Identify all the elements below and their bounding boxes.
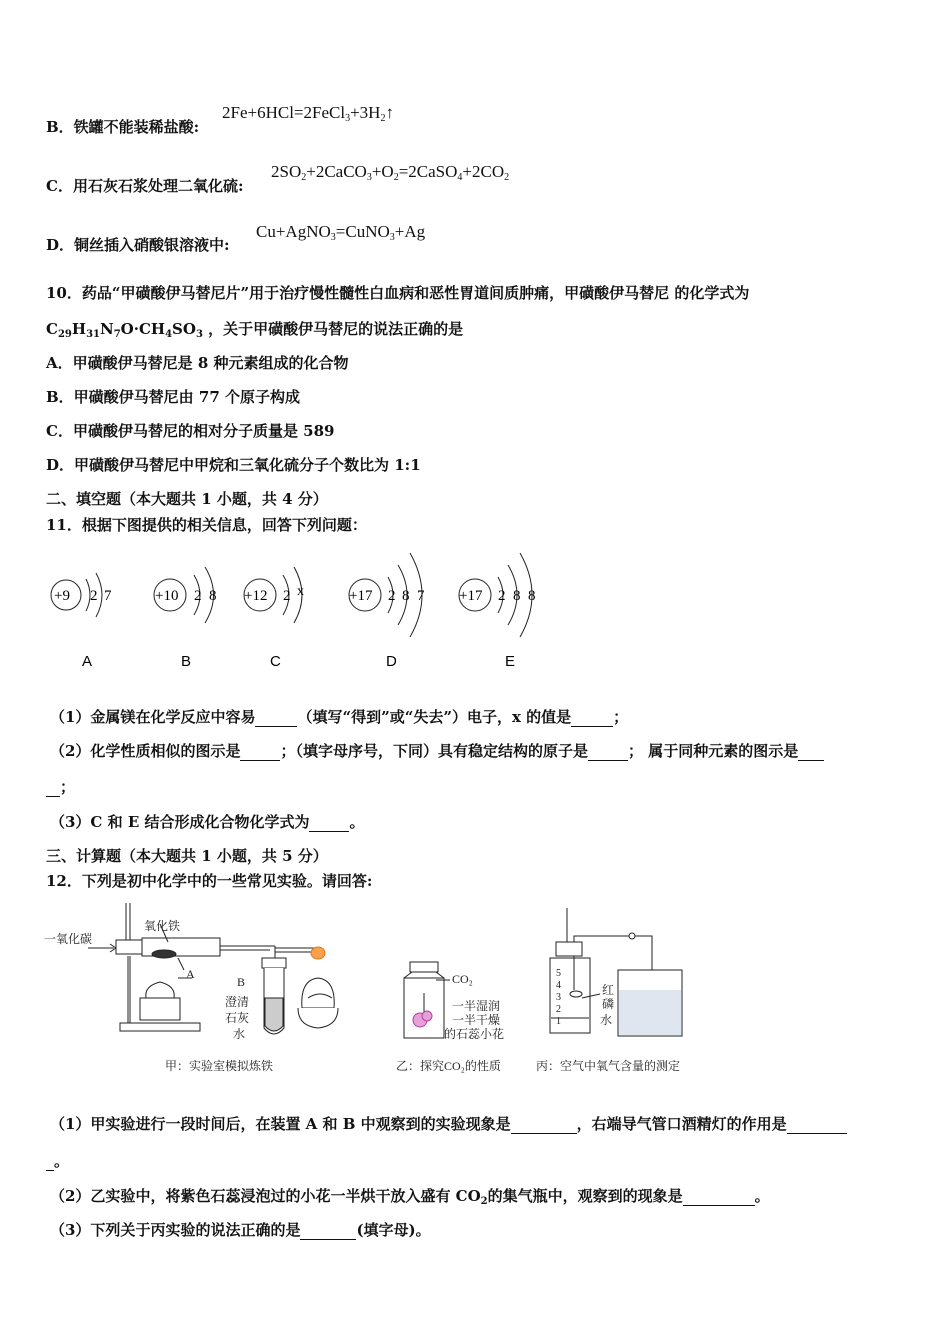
svg-text:8: 8 [513,588,521,604]
svg-text:2: 2 [90,588,98,604]
atom-d [349,553,425,670]
svg-text:水: 水 [600,1013,613,1027]
svg-text:+12: +12 [244,588,268,604]
svg-text:8: 8 [402,588,410,604]
svg-text:澄清: 澄清 [225,995,250,1009]
experiment-figures [40,898,720,1078]
svg-text:B: B [181,653,192,670]
answer-blank[interactable] [309,813,349,832]
q12-part3: （3）下列关于丙实验的说法正确的是 (填字母)。 [50,1221,431,1239]
answer-blank[interactable] [240,742,280,761]
svg-text:8: 8 [209,588,217,604]
svg-text:2: 2 [194,588,202,604]
q10-option-c: C．甲磺酸伊马替尼的相对分子质量是 589 [46,422,335,440]
svg-text:C: C [270,653,281,670]
svg-text:2: 2 [283,588,291,604]
answer-blank[interactable] [588,742,628,761]
q11-part2: （2）化学性质相似的图示是 ；（填字母序号，下同）具有稳定结构的原子是 ； 属于同种元素的图示是 [50,740,824,761]
q12-part1-cont: 。 [46,1150,69,1171]
atom-b [154,567,217,670]
svg-text:甲：实验室模拟炼铁: 甲：实验室模拟炼铁 [165,1059,274,1073]
svg-text:石灰: 石灰 [225,1011,250,1025]
q11-part2-cont: ； [46,776,75,797]
svg-text:+17: +17 [459,588,483,604]
q10-option-d: D．甲磺酸伊马替尼中甲烷和三氧化硫分子个数比为 1:1 [46,456,421,474]
answer-blank[interactable] [511,1115,577,1134]
svg-text:氧化铁: 氧化铁 [144,919,181,933]
answer-blank[interactable] [571,708,613,727]
svg-text:水: 水 [233,1027,246,1041]
q9-b-label: B．铁罐不能装稀盐酸: [46,118,200,136]
section-3-heading: 三、计算题（本大题共 1 小题，共 5 分） [46,847,328,865]
svg-text:一半干燥: 一半干燥 [452,1013,501,1027]
svg-text:2: 2 [498,588,506,604]
svg-text:D: D [386,653,397,670]
svg-text:一半湿润: 一半湿润 [452,999,501,1013]
svg-text:A: A [186,967,195,981]
svg-text:CO₂: CO₂ [452,972,473,986]
q9-d-equation: Cu+AgNO$_3$=CuNO$_3$+Ag [256,222,426,243]
answer-blank[interactable] [683,1187,755,1206]
answer-blank[interactable] [46,778,60,797]
q9-d-label: D．铜丝插入硝酸银溶液中: [46,236,230,254]
q11-stem: 11．根据下图提供的相关信息，回答下列问题： [46,516,367,534]
answer-blank[interactable] [46,1152,54,1171]
fig-iron-smelting [44,903,338,1073]
svg-text:乙：探究CO₂的性质: 乙：探究CO₂的性质 [396,1059,501,1073]
atom-a [51,573,112,670]
q9-option-b [46,116,199,137]
svg-text:+17: +17 [349,588,373,604]
q10-option-a: A．甲磺酸伊马替尼是 8 种元素组成的化合物 [46,354,349,372]
q10-formula-line: $C_{29}H_{31}N_7O\cdot CH_4SO_3$ ，关于甲磺酸伊马替尼的说法正确的是 [46,320,464,340]
q10-option-b: B．甲磺酸伊马替尼由 77 个原子构成 [46,388,300,406]
svg-text:7: 7 [104,588,112,604]
q9-option-c [46,175,243,196]
svg-text:7: 7 [417,588,425,604]
svg-text:+10: +10 [155,588,179,604]
q10-stem: 10．药品“甲磺酸伊马替尼片”用于治疗慢性髓性白血病和恶性胃道间质肿痛，甲磺酸伊马替尼 的化学式为 [46,284,750,302]
q9-b-equation: $2Fe+6HCl=2FeCl_3+3H_2↑$ [222,103,394,124]
fig-co2-properties [396,962,504,1073]
svg-text:2: 2 [388,588,396,604]
svg-text:4: 4 [556,980,561,991]
svg-text:8: 8 [528,588,536,604]
svg-text:一氧化碳: 一氧化碳 [44,932,93,946]
atom-diagrams [40,535,600,675]
svg-text:3: 3 [556,992,561,1003]
svg-text:A: A [82,653,93,670]
answer-blank[interactable] [255,708,297,727]
svg-text:5: 5 [556,968,561,979]
svg-text:磷: 磷 [602,997,615,1011]
svg-text:x: x [297,584,304,599]
svg-text:B: B [237,975,246,989]
svg-text:2: 2 [556,1004,561,1015]
section-2-heading: 二、填空题（本大题共 1 小题，共 4 分） [46,490,328,508]
q11-part3: （3）C 和 E 结合形成化合物化学式为 。 [50,813,365,831]
svg-text:的石蕊小花: 的石蕊小花 [444,1027,505,1041]
q10-formula: $C_{29}H_{31}N_7O\cdot CH_4SO_3$ [46,320,203,340]
fig-oxygen-content [536,908,682,1073]
svg-text:1: 1 [556,1016,561,1027]
svg-text:丙：空气中氧气含量的测定: 丙：空气中氧气含量的测定 [536,1059,681,1073]
answer-blank[interactable] [798,742,824,761]
q12-stem: 12．下列是初中化学中的一些常见实验。请回答: [46,872,373,890]
q9-option-d [46,234,230,255]
svg-text:+9: +9 [54,588,70,604]
q12-part1: （1）甲实验进行一段时间后，在装置 A 和 B 中观察到的实验现象是 ，右端导气管口酒精灯的作用是 [50,1113,847,1134]
atom-c [244,567,304,670]
svg-text:E: E [505,653,516,670]
svg-text:红: 红 [602,983,615,997]
atom-e [459,553,536,670]
q11-part1: （1）金属镁在化学反应中容易 （填写“得到”或“失去”）电子，x 的值是 ； [50,708,629,726]
answer-blank[interactable] [300,1221,356,1240]
q9-c-equation: $2SO_2+2CaCO_3+O_2=2CaSO_4+2CO_2$ [271,162,510,183]
answer-blank[interactable] [787,1115,847,1134]
q12-part2: （2）乙实验中，将紫色石蕊浸泡过的小花一半烘干放入盛有 $CO_2$的集气瓶中，观察到的现象是 。 [50,1187,770,1207]
q9-c-label: C．用石灰石浆处理二氧化硫: [46,177,244,195]
